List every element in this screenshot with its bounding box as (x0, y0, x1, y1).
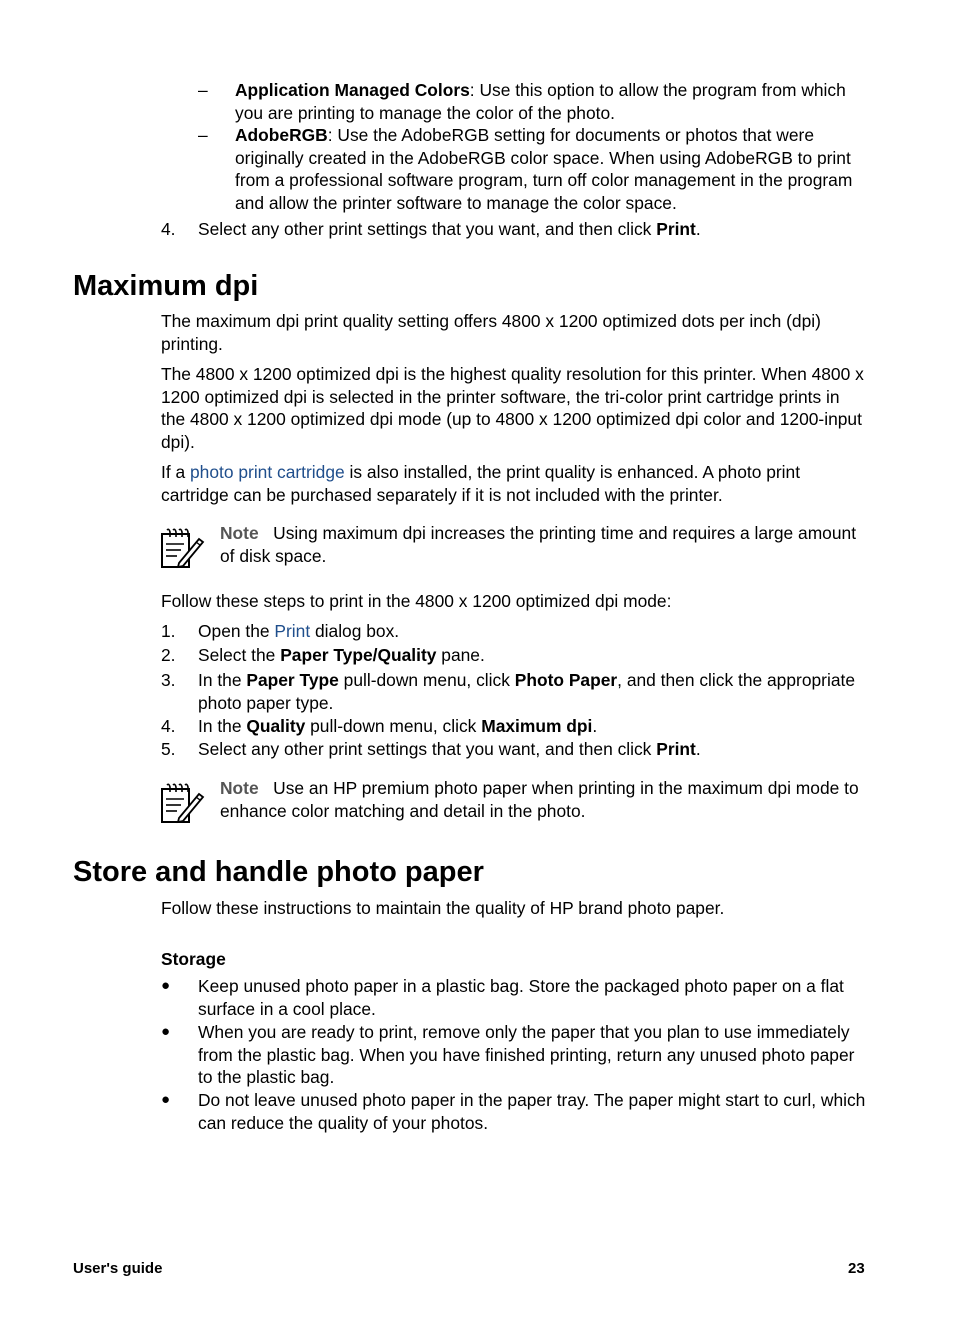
step-text: pull-down menu, click (338, 670, 515, 690)
menu-name: Quality (246, 716, 306, 736)
note-text (220, 777, 860, 822)
step-number: 3. (161, 670, 176, 690)
step-text: In the (198, 670, 247, 690)
list-item (198, 620, 866, 643)
list-item (235, 124, 865, 214)
note-text (220, 522, 860, 567)
section-heading-store-photo-paper: Store and handle photo paper (73, 856, 484, 888)
print-dialog-link[interactable]: Print (274, 621, 311, 641)
list-item (198, 644, 866, 667)
list-item (235, 79, 865, 124)
paragraph: Follow these instructions to maintain the quality of HP brand photo paper. (161, 898, 725, 918)
pane-name: Paper Type/Quality (280, 645, 437, 665)
paragraph: The 4800 x 1200 optimized dpi is the highest quality resolution for this printer. When 4800 x 1200 optimized dpi is selected in the printer software, the tri-color print cartridge prints in the 4800 x 1200 optimized dpi mode (up to 4800 x 1200 optimized dpi color and 1200-input dpi). (161, 364, 864, 452)
step-text: pane. (436, 645, 485, 665)
list-item (198, 218, 866, 241)
bullet-marker: ● (161, 977, 171, 994)
subheading-storage: Storage (161, 949, 226, 969)
step-number: 4. (161, 716, 176, 736)
step-number: 2. (161, 645, 176, 665)
list-item: Keep unused photo paper in a plastic bag. Store the packaged photo paper on a flat surface in a cool place. (198, 976, 844, 1019)
list-item: Do not leave unused photo paper in the paper tray. The paper might start to curl, which can reduce the quality of your photos. (198, 1090, 866, 1133)
step-text: . (695, 739, 701, 759)
paragraph: The maximum dpi print quality setting offers 4800 x 1200 optimized dots per inch (dpi) printing. (161, 311, 821, 354)
note-label: Note (220, 778, 259, 798)
page-number: 23 (848, 1260, 865, 1277)
step-text: . (592, 716, 598, 736)
note-icon (159, 527, 205, 571)
step-number: 5. (161, 739, 176, 759)
steps-intro: Follow these steps to print in the 4800 x 1200 optimized dpi mode: (161, 591, 672, 611)
option-name: Maximum dpi (481, 716, 593, 736)
note-body: Using maximum dpi increases the printing time and requires a large amount of disk space. (220, 523, 857, 566)
paragraph (161, 461, 866, 506)
step-text: Select any other print settings that you want, and then click (198, 739, 657, 759)
term-application-managed-colors: Application Managed Colors (235, 80, 470, 100)
section-heading-maximum-dpi: Maximum dpi (73, 270, 259, 302)
menu-name: Paper Type (246, 670, 339, 690)
note-body: Use an HP premium photo paper when printing in the maximum dpi mode to enhance color matching and detail in the photo. (220, 778, 859, 821)
bullet-marker: ● (161, 1023, 171, 1040)
list-item (198, 669, 866, 714)
item-description: : Use this option to allow the program from which you are printing to manage the color of the photo. (235, 80, 846, 123)
photo-print-cartridge-link[interactable]: photo print cartridge (190, 462, 345, 482)
list-item (198, 738, 866, 761)
step-text: Select any other print settings that you want, and then click (198, 219, 657, 239)
list-item (198, 715, 866, 738)
bullet-marker: ● (161, 1091, 171, 1108)
step-text: Select the (198, 645, 281, 665)
step-text: dialog box. (310, 621, 400, 641)
print-term: Print (656, 739, 696, 759)
step-number: 4. (161, 219, 176, 239)
item-description: : Use the AdobeRGB setting for documents or photos that were originally created in the AdobeRGB color space. When using AdobeRGB to print from a professional software program, turn off color management in the program and allow the printer software to manage the color space. (235, 125, 853, 213)
step-text: pull-down menu, click (305, 716, 482, 736)
step-punct: . (695, 219, 701, 239)
option-name: Photo Paper (514, 670, 618, 690)
step-number: 1. (161, 621, 176, 641)
dash-marker: – (198, 125, 208, 145)
step-text: In the (198, 716, 247, 736)
step-text: , and then click the appropriate photo paper type. (198, 670, 855, 713)
term-adobergb: AdobeRGB (235, 125, 328, 145)
list-item: When you are ready to print, remove only the paper that you plan to use immediately from the plastic bag. When you have finished printing, return any unused photo paper to the plastic bag. (198, 1022, 855, 1088)
dash-marker: – (198, 80, 208, 100)
footer-title: User's guide (73, 1260, 163, 1277)
step-text: Open the (198, 621, 275, 641)
text: If a (161, 462, 190, 482)
print-term: Print (656, 219, 696, 239)
text: is also installed, the print quality is enhanced. A photo print cartridge can be purchased separately if it is not included with the printer. (161, 462, 801, 505)
note-label: Note (220, 523, 259, 543)
note-icon (159, 782, 205, 826)
